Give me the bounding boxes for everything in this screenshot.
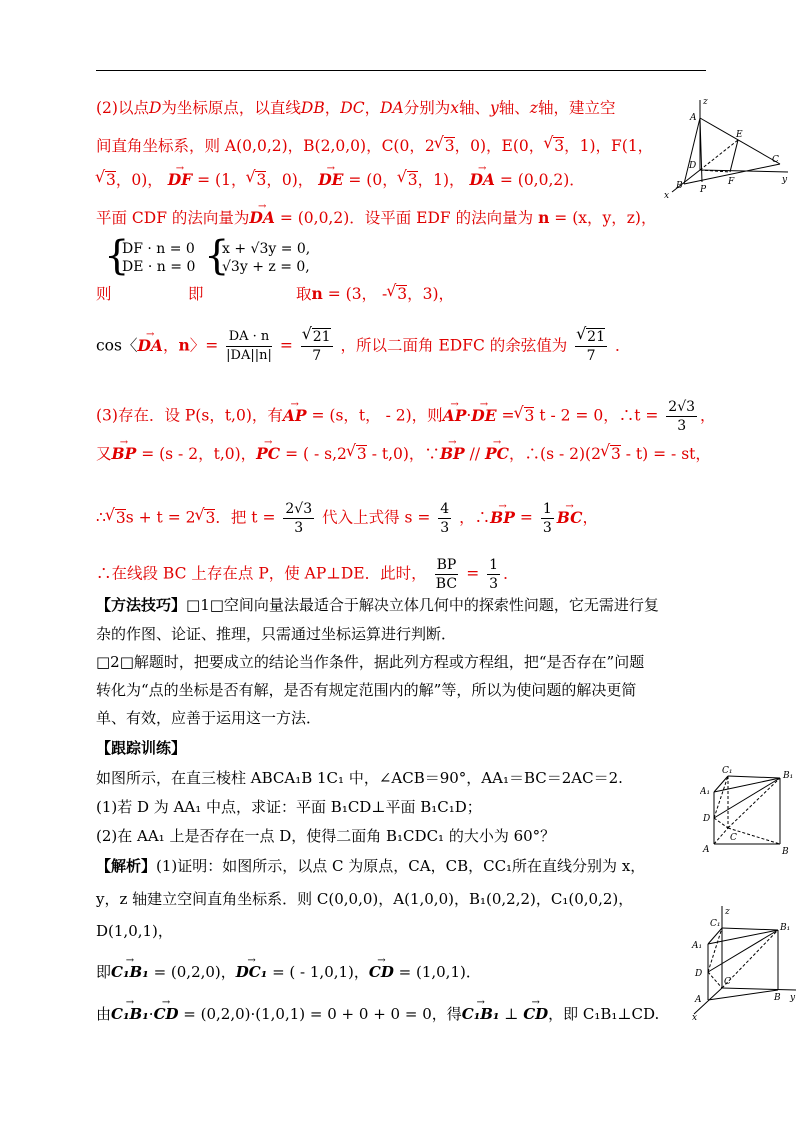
- method-line-2: 杂的作图、论证、推理，只需通过坐标运算进行判断．: [96, 625, 457, 643]
- p3-line-3: ∴√ 3s + t = 2√ 3．把 t = $\frac{2√3}{3}$ 代入上式得 s = $\frac{4}{3}$ ，∴→ BP = $\frac{1}{3}$ → BC，: [96, 500, 598, 537]
- edge-cb1: [728, 778, 780, 828]
- track-title: 【跟踪训练】: [96, 739, 187, 757]
- fig3-label-b: B: [774, 993, 781, 1003]
- figure-1-pyramid: [660, 92, 790, 202]
- edge-db1: [714, 778, 780, 818]
- method-line-3: □2□解题时，把要成立的结论当作条件，据此列方程或方程组，把“是否存在”问题: [96, 653, 645, 671]
- edge-dc1: [714, 776, 728, 818]
- method-line-1: 【方法技巧】□1□空间向量法最适合于解决立体几何中的探索性问题，它无需进行复: [96, 596, 659, 614]
- fig1-label-c: C: [772, 155, 779, 165]
- p2-line-3: √ 3，0)， → DF = (1，√ 3，0)， → DE = (0，√ 3，1)， → DA = (0,0,2)．: [96, 170, 585, 190]
- edge-ac: [714, 828, 728, 844]
- fig3-label-a1: A₁: [692, 941, 703, 951]
- fig3-label-b1: B₁: [780, 923, 791, 933]
- cos-answer-fraction: √ $\frac{21}{7}$: [575, 328, 607, 365]
- figure-2-prism: [700, 764, 800, 856]
- p3-line-1: (3)存在．设 P(s，t,0)，有→ AP = (s，t， - 2)，则→ AP·→ DE =√ 3 t - 2 = 0，∴t = $\frac{2√3}{3}$ ，: [96, 398, 716, 435]
- analysis-line-4: 即→ C₁B₁ = (0,2,0)，→ DC₁ = ( - 1,0,1)，→ CD = (1,0,1)．: [96, 962, 481, 982]
- edge-dc: [714, 818, 728, 828]
- track-line-2: (1)若 D 为 AA₁ 中点，求证：平面 B₁CD⊥平面 B₁C₁D；: [96, 798, 482, 816]
- fig1-label-a: A: [690, 113, 697, 123]
- fig2-label-d: D: [703, 814, 711, 824]
- bp-bc-fraction: $\frac{BP}{BC}$: [435, 557, 458, 592]
- fig3-label-a: A: [695, 995, 702, 1005]
- edge-ac: [700, 118, 780, 164]
- analysis-line-2: y，z 轴建立空间直角坐标系．则 C(0,0,0)，A(1,0,0)，B₁(0,2,2)，C₁(0,0,2)，: [96, 890, 634, 908]
- fig3-label-c: C: [724, 977, 731, 987]
- method-line-5: 单、有效，应善于运用这一方法．: [96, 709, 322, 727]
- y-axis: [722, 988, 796, 990]
- p2-line-5c: 取n = (3， -√ 3，3)，: [296, 284, 454, 304]
- p2-line-1: (2)以点D为坐标原点，以直线DB，DC，DA分别为x轴、y轴、z轴，建立空: [96, 99, 616, 117]
- analysis-line-1: 【解析】(1)证明：如图所示，以点 C 为原点，CA，CB，CC₁所在直线分别为 x，: [96, 857, 646, 875]
- fig2-label-c1: C₁: [722, 766, 733, 776]
- fig2-label-b: B: [782, 847, 789, 856]
- fig1-label-d: D: [689, 161, 697, 171]
- fig1-label-b: B: [676, 181, 683, 191]
- fig1-label-p: P: [700, 185, 707, 195]
- cos-value-fraction: √ $\frac{21}{7}$: [301, 328, 333, 365]
- header-rule: [96, 70, 706, 71]
- track-line-3: (2)在 AA₁ 上是否存在一点 D，使得二面角 B₁CDC₁ 的大小为 60°？: [96, 827, 556, 845]
- fig2-label-c: C: [730, 833, 737, 843]
- fig3-label-d: D: [695, 969, 703, 979]
- fig3-label-y: y: [790, 993, 796, 1003]
- p2-line-2: 间直角坐标系，则 A(0,0,2)，B(2,0,0)，C(0，2√ 3，0)，E(0，√ 3，1)，F(1，: [96, 136, 653, 156]
- fig1-label-y: y: [782, 175, 788, 185]
- fig3-label-x: x: [692, 1013, 698, 1022]
- cos-fraction: $\frac{DA \cdot n}{|DA||n|}$: [226, 329, 272, 363]
- fig1-label-x: x: [664, 191, 670, 201]
- fig1-label-z: z: [703, 97, 708, 107]
- p2-line-5a: 则: [96, 285, 112, 303]
- p3-line-2: 又→ BP = (s - 2，t,0)，→ PC = ( - s,2√ 3 - t,0)，∵→ BP // → PC，∴(s - 2)(2√ 3 - t) = - st，: [96, 444, 711, 464]
- system-2-brace: {: [204, 233, 230, 279]
- t-sub-fraction: $\frac{2√3}{3}$: [285, 501, 313, 536]
- one-third-fraction: $\frac{1}{3}$: [489, 557, 499, 592]
- track-line-1: 如图所示，在直三棱柱 ABCA₁B 1C₁ 中，∠ACB＝90°，AA₁＝BC＝2AC＝2.: [96, 769, 623, 787]
- s-fraction: $\frac{4}{3}$: [440, 501, 450, 536]
- fig1-label-e: E: [736, 130, 743, 140]
- fig3-label-z: z: [725, 907, 730, 917]
- edge-de: [700, 140, 738, 170]
- system-2: x + √3y = 0, √3y + z = 0,: [222, 241, 311, 275]
- p2-line-6: cos〈→ DA，n〉= $\frac{DA \cdot n}{|DA||n|}$ = √ $\frac{21}{7}$ ，所以二面角 EDFC 的余弦值为 √ $\frac{21}{7}$ ．: [96, 328, 630, 365]
- fig2-label-a: A: [703, 845, 710, 855]
- analysis-line-3: D(1,0,1)，: [96, 922, 173, 940]
- analysis-line-5: 由→ C₁B₁·→ CD = (0,2,0)·(1,0,1) = 0 + 0 + 0 = 0，得→ C₁B₁ ⊥ → CD，即 C₁B₁⊥CD.: [96, 1004, 659, 1024]
- edge-c1b1: [728, 776, 780, 778]
- edge-c1b1: [722, 928, 778, 930]
- system-1-brace: {: [104, 233, 130, 279]
- edge-dc: [708, 972, 722, 988]
- system-1: DF · n = 0 DE · n = 0: [122, 241, 196, 275]
- ratio-fraction: $\frac{1}{3}$: [542, 501, 552, 536]
- fig2-label-a1: A₁: [700, 787, 711, 797]
- p2-line-4: 平面 CDF 的法向量为→ DA = (0,0,2)．设平面 EDF 的法向量为 n = (x，y，z)，: [96, 208, 656, 228]
- fig3-label-c1: C₁: [710, 919, 721, 929]
- p2-line-5b: 即: [188, 285, 204, 303]
- method-line-4: 转化为“点的坐标是否有解，是否有规定范围内的解”等，所以为使问题的解决更简: [96, 681, 637, 699]
- fig2-label-b1: B₁: [783, 771, 794, 781]
- p3-line-4: ∴在线段 BC 上存在点 P，使 AP⊥DE．此时， $\frac{BP}{BC}$ = $\frac{1}{3}$ ．: [96, 557, 519, 592]
- figure-3-prism-axes: [690, 904, 800, 1022]
- edge-ab: [684, 118, 700, 184]
- t-fraction: $\frac{2√3}{3}$: [668, 399, 696, 434]
- fig1-label-f: F: [728, 177, 735, 187]
